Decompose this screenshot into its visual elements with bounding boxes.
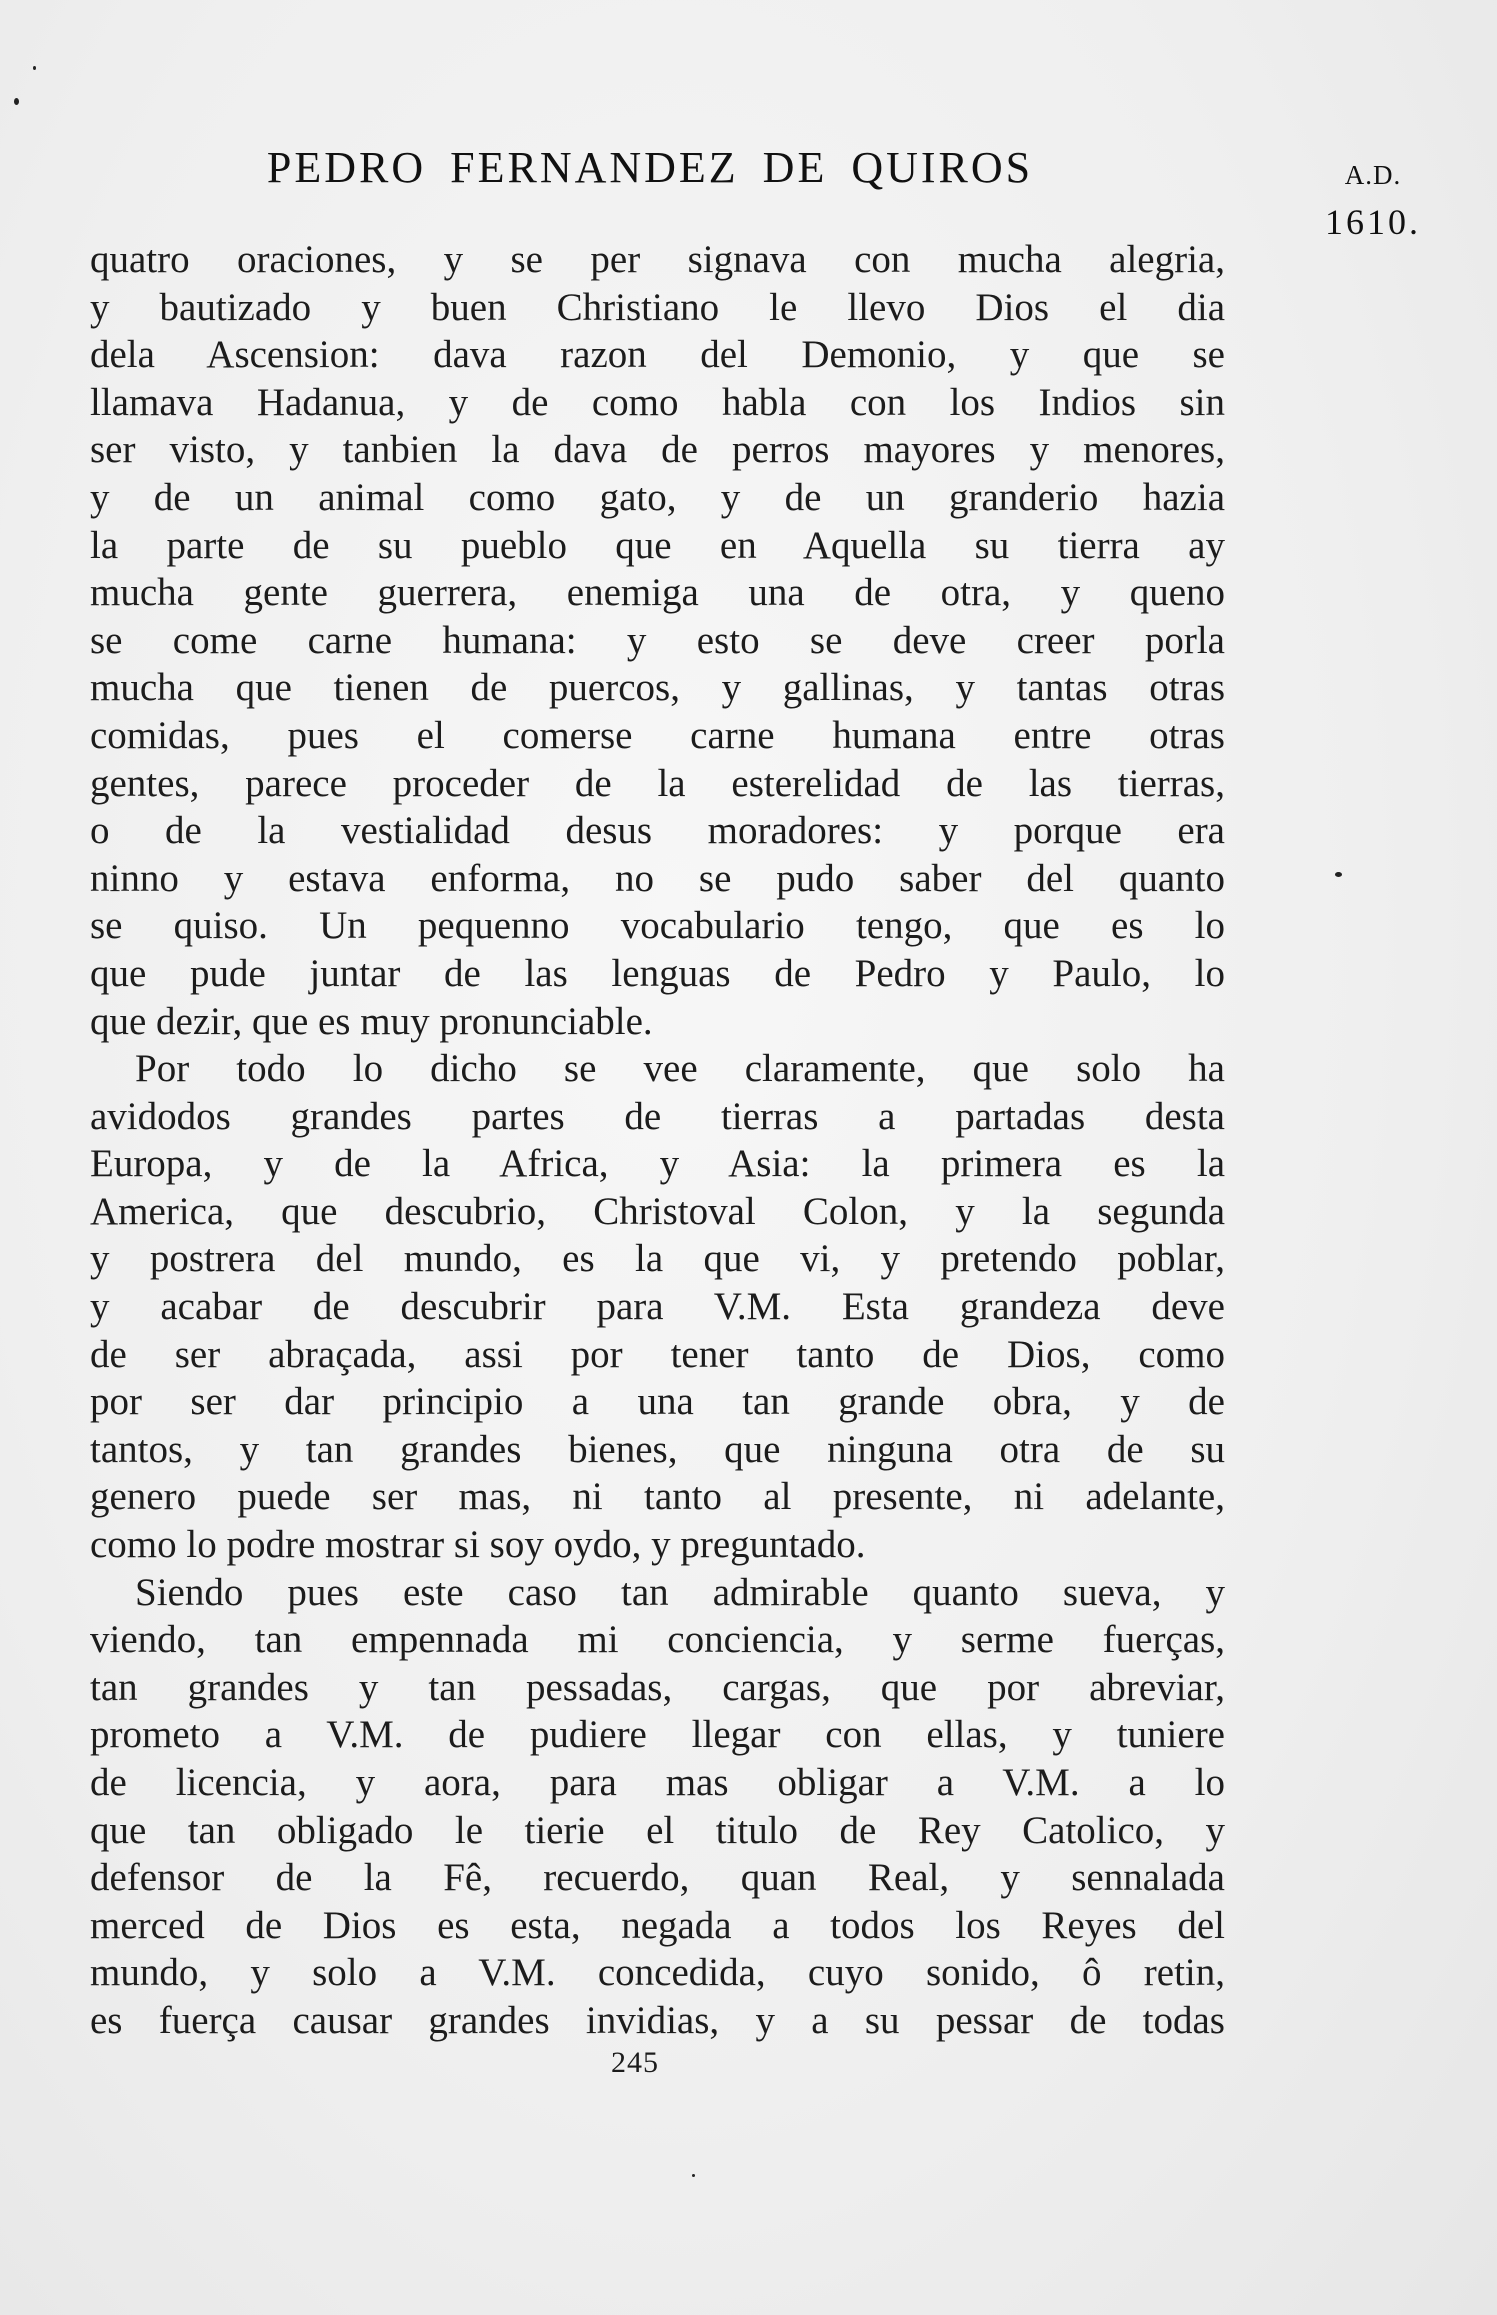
- text-line: y acabar de descubrir para V.M. Esta grandeza deve: [90, 1285, 1225, 1329]
- scan-speck: [14, 98, 19, 105]
- text-line: se come carne humana: y esto se deve creer porla: [90, 618, 1225, 662]
- text-line: llamava Hadanua, y de como habla con los Indios sin: [90, 380, 1225, 424]
- running-title: PEDRO FERNANDEZ DE QUIROS: [266, 143, 1034, 192]
- text-line: mucha gente guerrera, enemiga una de otra, y queno: [90, 571, 1225, 615]
- text-line: prometo a V.M. de pudiere llegar con ellas, y tuniere: [90, 1713, 1225, 1757]
- text-line: merced de Dios es esta, negada a todos los Reyes del: [90, 1903, 1225, 1947]
- text-line: tantos, y tan grandes bienes, que ninguna otra de su: [90, 1427, 1225, 1471]
- text-line: y de un animal como gato, y de un granderio hazia: [90, 475, 1225, 519]
- text-line: Europa, y de la Africa, y Asia: la primera es la: [90, 1142, 1225, 1186]
- text-line: America, que descubrio, Christoval Colon, y la segunda: [90, 1189, 1225, 1233]
- scan-speck: [33, 66, 36, 70]
- margin-date-note: [1318, 160, 1428, 243]
- scan-speck: [692, 2174, 695, 2177]
- text-line: avidodos grandes partes de tierras a partadas desta: [90, 1094, 1225, 1138]
- body-text: [90, 236, 1225, 2045]
- text-line: es fuerça causar grandes invidias, y a su pessar de todas: [90, 1998, 1225, 2042]
- text-line: por ser dar principio a una tan grande obra, y de: [90, 1380, 1225, 1424]
- text-line: viendo, tan empennada mi conciencia, y serme fuerças,: [90, 1618, 1225, 1662]
- text-line: mucha que tienen de puercos, y gallinas, y tantas otras: [90, 666, 1225, 710]
- text-line: de licencia, y aora, para mas obligar a V.M. a lo: [90, 1761, 1225, 1804]
- text-line: comidas, pues el comerse carne humana entre otras: [90, 713, 1225, 757]
- text-line: tan grandes y tan pessadas, cargas, que por abreviar,: [90, 1665, 1225, 1709]
- text-line: que pude juntar de las lenguas de Pedro y Paulo, lo: [90, 951, 1225, 995]
- page-number: 245: [611, 2046, 659, 2079]
- text-line: que tan obligado le tierie el titulo de Rey Catolico, y: [90, 1808, 1225, 1852]
- text-line: y postrera del mundo, es la que vi, y pretendo poblar,: [90, 1237, 1225, 1281]
- text-line: Por todo lo dicho se vee claramente, que solo ha: [135, 1047, 1225, 1091]
- scan-speck: [1335, 872, 1342, 877]
- text-line: y bautizado y buen Christiano le llevo Dios el dia: [90, 285, 1225, 329]
- text-line: ser visto, y tanbien la dava de perros mayores y menores,: [90, 428, 1225, 472]
- text-line: que dezir, que es muy pronunciable.: [90, 999, 653, 1043]
- text-line: defensor de la Fê, recuerdo, quan Real, y sennalada: [90, 1856, 1225, 1900]
- text-line: Siendo pues este caso tan admirable quanto sueva, y: [135, 1570, 1225, 1614]
- text-line: como lo podre mostrar si soy oydo, y preguntado.: [90, 1523, 866, 1567]
- text-line: quatro oraciones, y se per signava con mucha alegria,: [90, 238, 1225, 281]
- margin-year: 1610.: [1325, 202, 1421, 242]
- text-line: la parte de su pueblo que en Aquella su tierra ay: [90, 523, 1225, 567]
- text-line: gentes, parece proceder de la esterelidad de las tierras,: [90, 761, 1225, 805]
- text-line: genero puede ser mas, ni tanto al presente, ni adelante,: [90, 1475, 1225, 1519]
- text-line: mundo, y solo a V.M. concedida, cuyo sonido, ô retin,: [90, 1951, 1225, 1995]
- margin-era: A.D.: [1344, 160, 1402, 190]
- text-line: ninno y estava enforma, no se pudo saber del quanto: [90, 856, 1225, 900]
- text-line: de ser abraçada, assi por tener tanto de Dios, como: [90, 1332, 1225, 1376]
- text-line: o de la vestialidad desus moradores: y porque era: [90, 809, 1225, 853]
- text-line: dela Ascension: dava razon del Demonio, y que se: [90, 333, 1225, 377]
- text-line: se quiso. Un pequenno vocabulario tengo, que es lo: [90, 904, 1225, 948]
